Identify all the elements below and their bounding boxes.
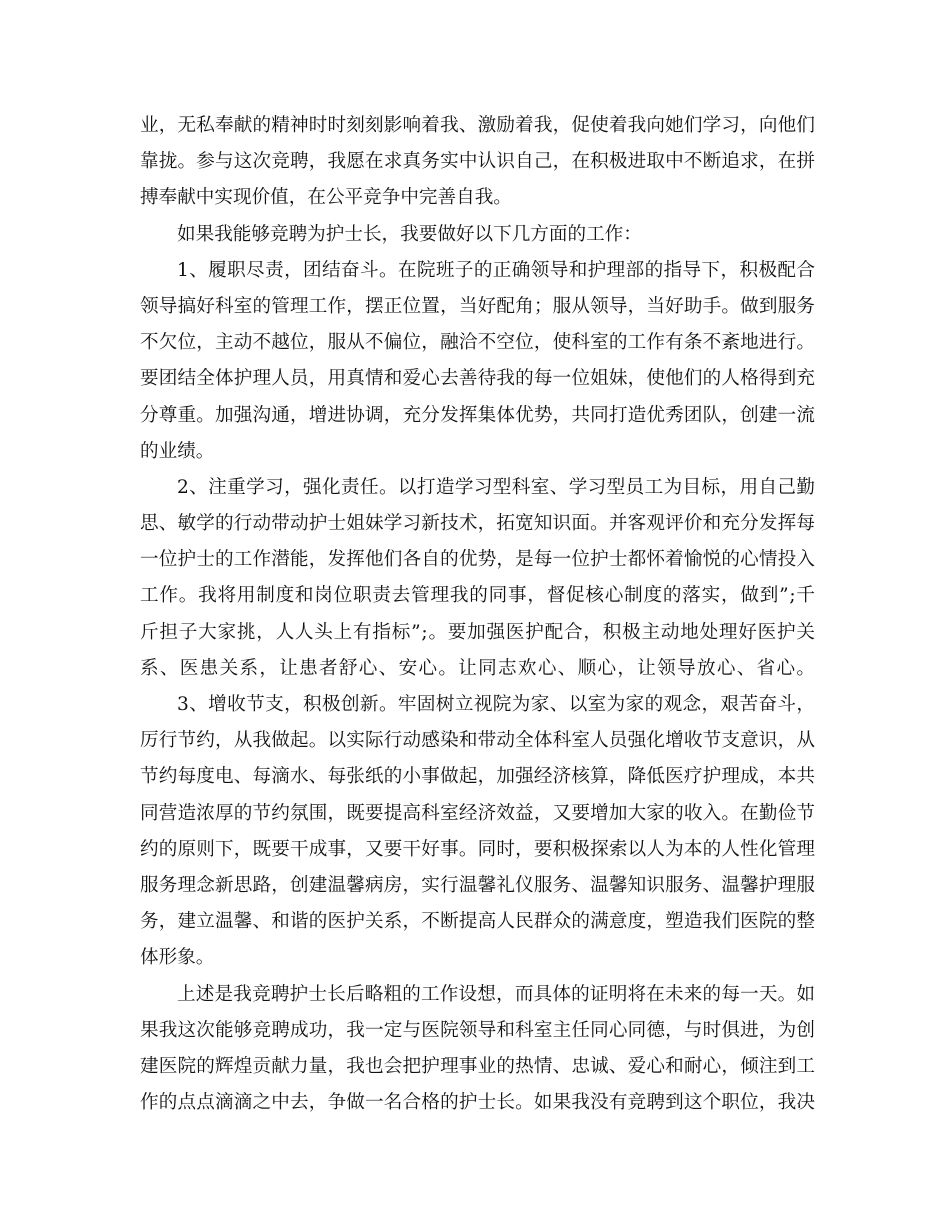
text-line: 2、注重学习，强化责任。以打造学习型科室、学习型员工为目标，用自己勤 <box>177 476 816 498</box>
text-line: 服务理念新思路，创建温馨病房，实行温馨礼仪服务、温馨知识服务、温馨护理服 <box>140 874 816 896</box>
text-line: 不欠位，主动不越位，服从不偏位，融洽不空位，使科室的工作有条不紊地进行。 <box>140 332 816 354</box>
text-line: 系、医患关系，让患者舒心、安心。让同志欢心、顺心，让领导放心、省心。 <box>140 657 817 679</box>
document-body <box>140 108 815 1121</box>
text-line: 务，建立温馨、和谐的医护关系，不断提高人民群众的满意度，塑造我们医院的整 <box>140 911 816 933</box>
text-line: 思、敏学的行动带动护士姐妹学习新技术，拓宽知识面。并客观评价和充分发挥每 <box>140 513 816 535</box>
text-line: 上述是我竞聘护士长后略粗的工作设想，而具体的证明将在未来的每一天。如 <box>177 983 816 1005</box>
text-line: 要团结全体护理人员，用真情和爱心去善待我的每一位姐妹，使他们的人格得到充 <box>140 368 816 390</box>
text-line: 的业绩。 <box>140 440 215 462</box>
text-line: 斤担子大家挑，人人头上有指标”;。要加强医护配合，积极主动地处理好医护关 <box>140 621 816 643</box>
text-line: 建医院的辉煌贡献力量，我也会把护理事业的热情、忠诚、爱心和耐心，倾注到工 <box>140 1055 816 1077</box>
text-line: 工作。我将用制度和岗位职责去管理我的同事，督促核心制度的落实，做到”;千 <box>140 585 816 607</box>
text-line: 厉行节约，从我做起。以实际行动感染和带动全体科室人员强化增收节支意识，从 <box>140 730 816 752</box>
text-line: 一位护士的工作潜能，发挥他们各自的优势，是每一位护士都怀着愉悦的心情投入 <box>140 549 816 571</box>
text-line: 1、履职尽责，团结奋斗。在院班子的正确领导和护理部的指导下，积极配合 <box>177 259 816 281</box>
text-line: 靠拢。参与这次竞聘，我愿在求真务实中认识自己，在积极进取中不断追求，在拼 <box>140 151 816 173</box>
text-line: 业，无私奉献的精神时时刻刻影响着我、激励着我，促使着我向她们学习，向他们 <box>140 115 816 136</box>
text-line: 果我这次能够竞聘成功，我一定与医院领导和科室主任同心同德，与时俱进，为创 <box>140 1019 816 1041</box>
text-line: 体形象。 <box>140 947 215 969</box>
text-line: 分尊重。加强沟通，增进协调，充分发挥集体优势，共同打造优秀团队，创建一流 <box>140 404 816 426</box>
text-line: 同营造浓厚的节约氛围，既要提高科室经济效益，又要增加大家的收入。在勤俭节 <box>140 802 816 824</box>
text-line: 作的点点滴滴之中去，争做一名合格的护士长。如果我没有竞聘到这个职位，我决 <box>140 1092 816 1114</box>
text-line: 如果我能够竞聘为护士长，我要做好以下几方面的工作： <box>177 223 642 245</box>
text-line: 搏奉献中实现价值，在公平竞争中完善自我。 <box>140 187 512 209</box>
text-line: 约的原则下，既要干成事，又要干好事。同时，要积极探索以人为本的人性化管理 <box>140 838 816 860</box>
text-line: 节约每度电、每滴水、每张纸的小事做起，加强经济核算，降低医疗护理成，本共 <box>140 766 816 788</box>
text-line: 领导搞好科室的管理工作，摆正位置，当好配角；服从领导，当好助手。做到服务 <box>140 295 816 317</box>
text-line: 3、增收节支，积极创新。牢固树立视院为家、以室为家的观念，艰苦奋斗， <box>177 694 816 715</box>
